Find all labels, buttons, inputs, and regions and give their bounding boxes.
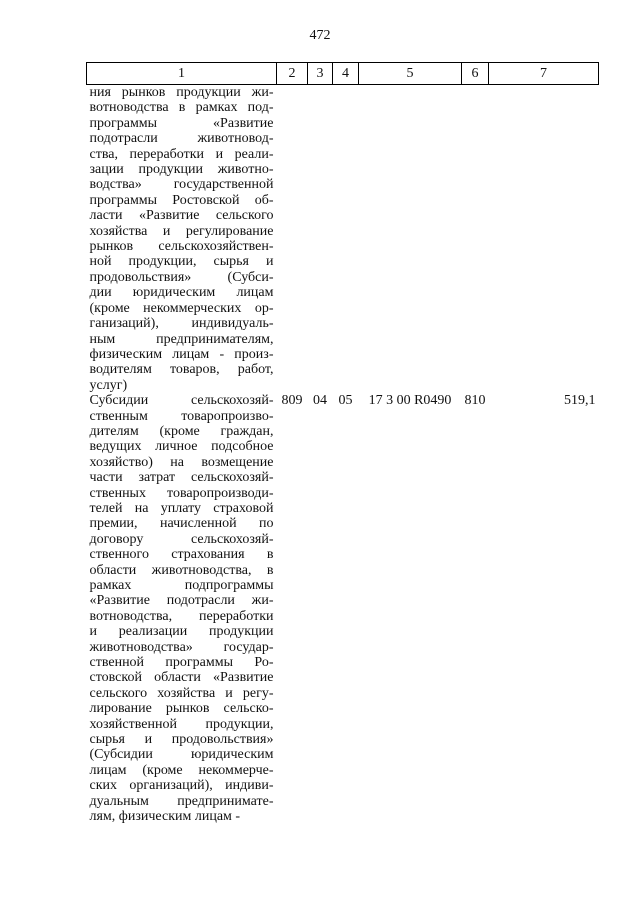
row-description bbox=[87, 393, 277, 824]
description-line: лям, физическим лицам - bbox=[89, 809, 241, 825]
description-line: ганизаций), индивидуаль- bbox=[89, 316, 274, 332]
column-header-4: 4 bbox=[333, 63, 359, 85]
description-line: ной продукции, сырья и bbox=[89, 254, 274, 270]
description-line: (Субсидии юридическим bbox=[89, 747, 274, 763]
description-line: хозяйственной продукции, bbox=[89, 716, 274, 732]
description-line: рамках подпрограммы bbox=[89, 578, 274, 593]
description-line: ства, переработки и реали- bbox=[89, 146, 274, 162]
description-line: Субсидии сельскохозяй- bbox=[89, 393, 274, 409]
description-line: продовольствия» (Субси- bbox=[89, 269, 274, 285]
description-line: лицам (кроме некоммерче- bbox=[89, 762, 274, 778]
description-line: «Развитие подотрасли жи- bbox=[89, 593, 274, 609]
description-line: ских организаций), индиви- bbox=[89, 778, 274, 794]
column-header-5: 5 bbox=[359, 63, 462, 85]
column-header-6: 6 bbox=[462, 63, 489, 85]
description-line: дии юридическим лицам bbox=[89, 285, 274, 301]
cell-amount bbox=[489, 85, 599, 394]
description-line: животноводства» государ- bbox=[89, 639, 274, 655]
description-line: договору сельскохозяй- bbox=[89, 531, 274, 547]
description-line: водителям товаров, работ, bbox=[89, 362, 274, 378]
description-line: программы Ростовской об- bbox=[89, 192, 274, 208]
cell-subsection-code bbox=[333, 85, 359, 394]
cell-expense-type bbox=[462, 85, 489, 394]
cell-section-code bbox=[308, 85, 333, 394]
column-header-3: 3 bbox=[308, 63, 333, 85]
description-line: водства» государственной bbox=[89, 177, 274, 193]
table-header-row bbox=[87, 63, 599, 85]
table-row bbox=[87, 85, 599, 394]
description-line: хозяйства и регулирование bbox=[89, 223, 274, 239]
description-line: дителям (кроме граждан, bbox=[89, 423, 274, 439]
description-line: ственного страхования в bbox=[89, 547, 274, 563]
description-line: услуг) bbox=[89, 377, 128, 393]
cell-ministry-code bbox=[277, 85, 308, 394]
description-line: ным предпринимателям, bbox=[89, 331, 274, 347]
cell-subsection-code: 05 bbox=[338, 393, 353, 409]
description-line: ственным товаропроизво- bbox=[89, 408, 274, 424]
cell-section-code: 04 bbox=[313, 393, 327, 409]
description-line: области животноводства, в bbox=[89, 562, 274, 578]
cell-ministry-code: 809 bbox=[281, 393, 303, 409]
cell-expense-type: 810 bbox=[464, 393, 486, 409]
description-line: хозяйство) на возмещение bbox=[89, 454, 274, 470]
description-line: подотрасли животновод- bbox=[89, 131, 274, 147]
column-header-1: 1 bbox=[87, 63, 277, 85]
description-line: ственных товаропроизводи- bbox=[89, 485, 274, 501]
description-line: вотноводства, переработки bbox=[89, 608, 274, 624]
description-line: сырья и продовольствия» bbox=[89, 732, 274, 748]
description-line: телей на уплату страховой bbox=[89, 500, 274, 516]
cell-target-article: 17 3 00 R0490 bbox=[368, 393, 452, 409]
description-line: (кроме некоммерческих ор- bbox=[89, 300, 274, 316]
cell-target-article bbox=[359, 85, 462, 394]
description-line: стовской области «Развитие bbox=[89, 670, 274, 686]
column-header-2: 2 bbox=[277, 63, 308, 85]
description-line: дуальным предпринимате- bbox=[89, 793, 274, 809]
description-line: части затрат сельскохозяй- bbox=[89, 470, 274, 486]
description-line: лирование рынков сельско- bbox=[89, 701, 274, 717]
description-line: физическим лицам - произ- bbox=[89, 346, 274, 362]
description-line: премии, начисленной по bbox=[89, 516, 274, 532]
description-line: зации продукции животно- bbox=[89, 162, 274, 178]
description-line: сельского хозяйства и регу- bbox=[89, 685, 274, 701]
description-line: программы «Развитие bbox=[89, 115, 274, 131]
description-line: ния рынков продукции жи- bbox=[89, 85, 274, 100]
description-line: и реализации продукции bbox=[89, 624, 274, 640]
description-line: вотноводства в рамках под- bbox=[89, 100, 274, 116]
row-description bbox=[87, 85, 277, 394]
budget-table bbox=[86, 62, 599, 825]
page-number: 472 bbox=[309, 28, 331, 43]
table-row bbox=[87, 393, 599, 824]
column-header-7: 7 bbox=[489, 63, 599, 85]
description-line: рынков сельскохозяйствен- bbox=[89, 239, 274, 255]
description-line: ласти «Развитие сельского bbox=[89, 208, 274, 224]
description-line: ведущих личное подсобное bbox=[89, 439, 274, 455]
cell-amount: 519,1 bbox=[564, 393, 596, 409]
description-line: ственной программы Ро- bbox=[89, 655, 274, 671]
